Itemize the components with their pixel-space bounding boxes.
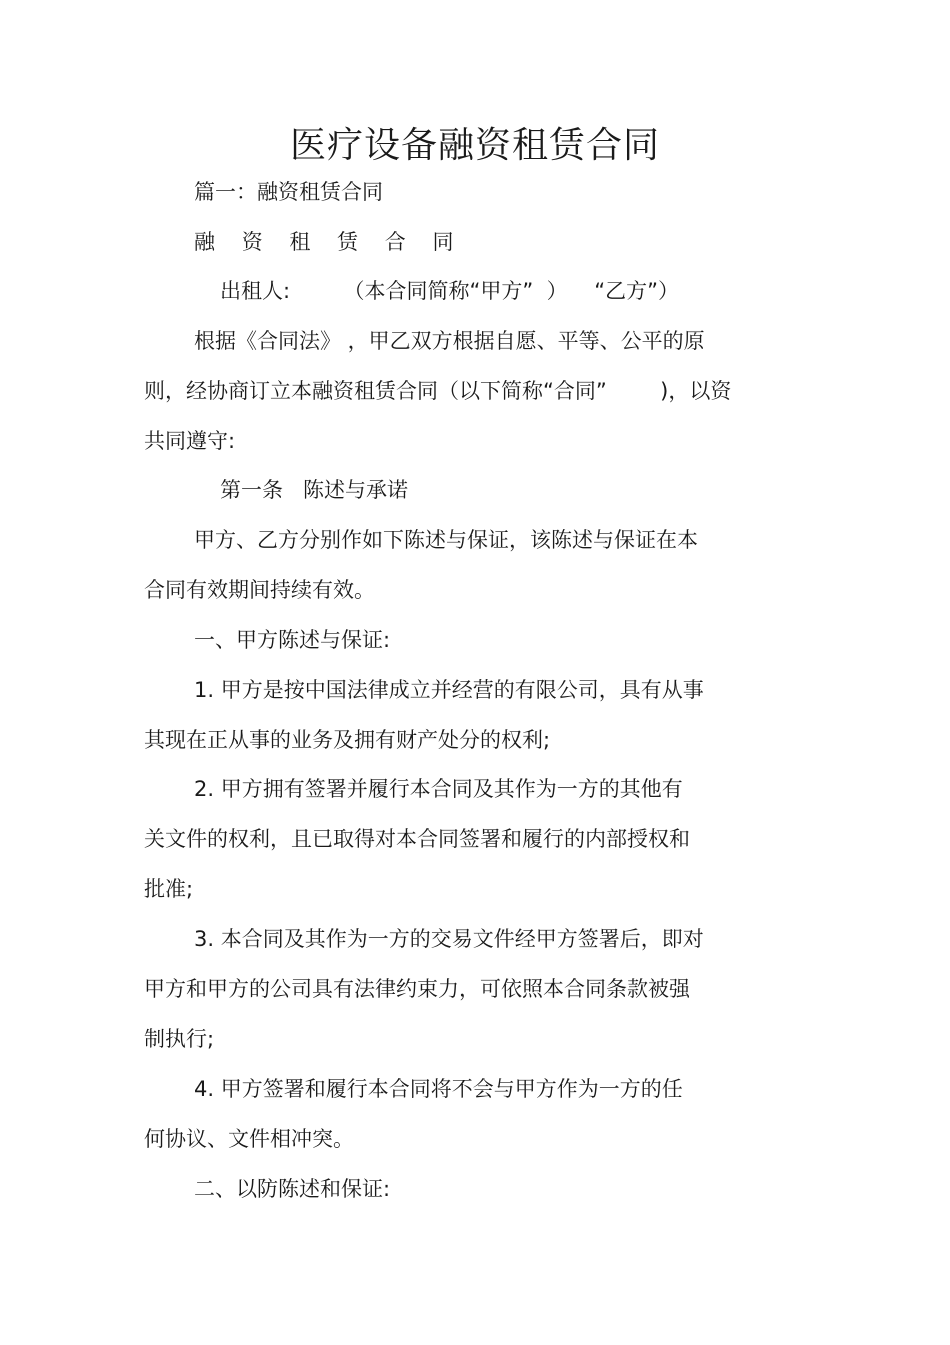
list-item-continuation: 制执行; xyxy=(144,1027,215,1051)
paragraph-line: 共同遵守: xyxy=(144,429,236,453)
paragraph-line: 合同有效期间持续有效。 xyxy=(144,578,375,602)
list-item-continuation: 关文件的权利，且已取得对本合同签署和履行的内部授权和 xyxy=(144,827,690,851)
subsection-heading: 二、以防陈述和保证: xyxy=(194,1177,391,1201)
list-item-continuation: 何协议、文件相冲突。 xyxy=(144,1127,354,1151)
paragraph-line: 甲方、乙方分别作如下陈述与保证，该陈述与保证在本 xyxy=(194,528,698,552)
list-item-continuation: 批准; xyxy=(144,877,194,901)
list-item: 2. 甲方拥有签署并履行本合同及其作为一方的其他有 xyxy=(194,777,683,801)
section-heading: 篇一：融资租赁合同 xyxy=(194,180,383,204)
lessor-line: 出租人: （本合同简称“甲方” ） “乙方”） xyxy=(220,279,680,303)
list-item: 4. 甲方签署和履行本合同将不会与甲方作为一方的任 xyxy=(194,1077,683,1101)
paragraph-line: 根据《合同法》 ，甲乙双方根据自愿、平等、公平的原 xyxy=(194,329,705,353)
contract-heading: 融 资 租 赁 合 同 xyxy=(194,230,454,254)
list-item-continuation: 甲方和甲方的公司具有法律约束力，可依照本合同条款被强 xyxy=(144,977,690,1001)
document-title: 医疗设备融资租赁合同 xyxy=(289,125,660,166)
list-item: 3. 本合同及其作为一方的交易文件经甲方签署后，即对 xyxy=(194,927,704,951)
article-heading: 第一条 陈述与承诺 xyxy=(220,478,409,502)
list-item: 1. 甲方是按中国法律成立并经营的有限公司，具有从事 xyxy=(194,678,704,702)
paragraph-line: 则，经协商订立本融资租赁合同（以下简称“合同” )，以资 xyxy=(144,379,732,403)
list-item-continuation: 其现在正从事的业务及拥有财产处分的权利; xyxy=(144,728,551,752)
subsection-heading: 一、甲方陈述与保证: xyxy=(194,628,391,652)
